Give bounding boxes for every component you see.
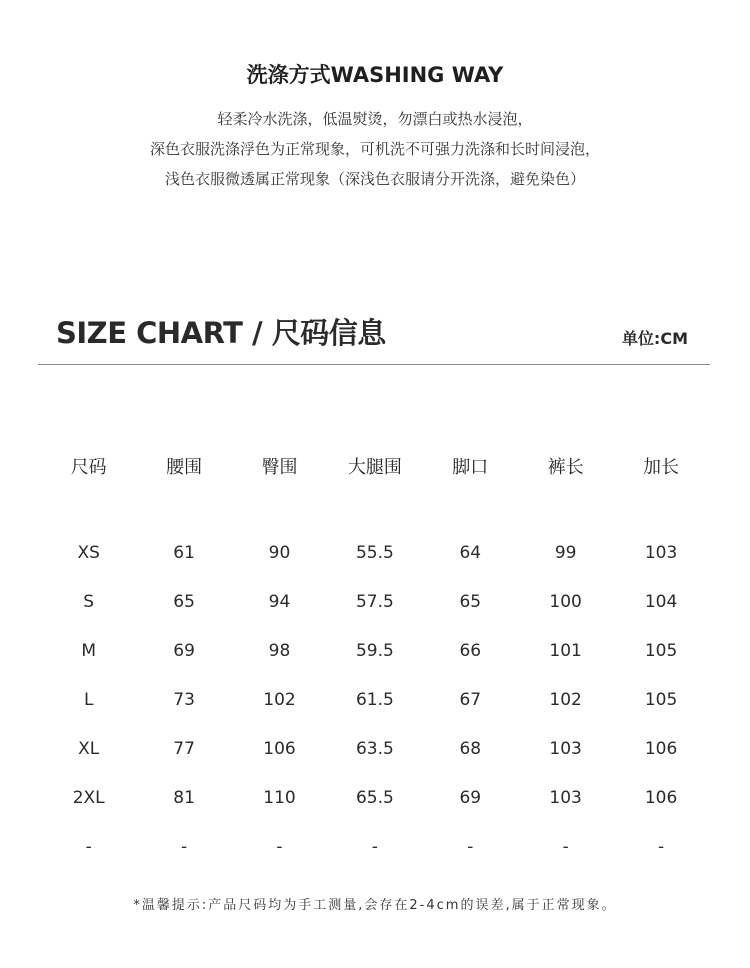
size-table [41, 440, 709, 871]
table-cell: 65 [459, 591, 482, 612]
table-cell: 99 [554, 542, 577, 563]
washing-line: 深色衣服洗涤浮色为正常现象，可机洗不可强力洗涤和长时间浸泡， [149, 140, 600, 158]
table-cell: - [467, 836, 474, 857]
table-cell: 67 [459, 689, 482, 710]
footnote: *温馨提示:产品尺码均为手工测量,会存在2-4cm的误差,属于正常现象。 [133, 898, 617, 913]
table-row [41, 626, 709, 675]
table-cell: 100 [549, 591, 582, 612]
table-cell: 77 [173, 738, 195, 759]
table-cell: 103 [549, 787, 582, 808]
table-row [41, 577, 709, 626]
column-header: 臀围 [261, 457, 298, 478]
table-cell: 61 [173, 542, 195, 563]
size-chart-unit: 单位:CM [621, 329, 688, 348]
table-row [41, 724, 709, 773]
table-cell: XL [78, 738, 100, 759]
table-row [41, 675, 709, 724]
table-cell: 69 [173, 640, 195, 661]
table-cell: L [83, 689, 94, 710]
table-cell: 98 [268, 640, 291, 661]
table-cell: 64 [459, 542, 482, 563]
table-cell: 103 [549, 738, 582, 759]
table-cell: 61.5 [355, 689, 394, 710]
column-header: 腰围 [166, 457, 203, 478]
table-cell: 2XL [72, 787, 105, 808]
table-cell: - [371, 836, 378, 857]
table-cell: 104 [644, 591, 678, 612]
table-cell: S [83, 591, 95, 612]
table-cell: XS [77, 542, 100, 563]
table-cell: 94 [268, 591, 291, 612]
washing-line: 轻柔冷水洗涤，低温熨烫，勿漂白或热水浸泡， [217, 110, 533, 128]
table-cell: 101 [549, 640, 582, 661]
table-cell: 102 [549, 689, 582, 710]
table-cell: - [85, 836, 92, 857]
column-header: 脚口 [452, 457, 489, 478]
washing-line: 浅色衣服微透属正常现象（深浅色衣服请分开洗涤，避免染色） [164, 170, 585, 188]
table-cell: 65.5 [355, 787, 394, 808]
table-cell: 105 [644, 689, 678, 710]
table-header-row [41, 440, 709, 492]
table-cell: 68 [459, 738, 482, 759]
table-cell: 55.5 [355, 542, 394, 563]
table-cell: 105 [644, 640, 678, 661]
table-cell: M [81, 640, 97, 661]
table-cell: 66 [459, 640, 482, 661]
table-cell: - [657, 836, 665, 857]
divider [38, 364, 710, 365]
table-cell: 59.5 [355, 640, 394, 661]
size-chart-header [56, 313, 688, 353]
table-cell: - [562, 836, 569, 857]
table-cell: 65 [173, 591, 195, 612]
table-cell: 102 [263, 689, 296, 710]
table-cell: 63.5 [355, 738, 394, 759]
table-cell: 106 [263, 738, 296, 759]
table-cell: - [181, 836, 188, 857]
table-cell: 73 [173, 689, 195, 710]
column-header: 尺码 [70, 457, 107, 478]
table-cell: 106 [644, 787, 678, 808]
table-row [41, 528, 709, 577]
column-header: 裤长 [547, 457, 584, 478]
table-cell: - [276, 836, 283, 857]
table-cell: 103 [644, 542, 678, 563]
table-cell: 57.5 [355, 591, 394, 612]
table-cell: 110 [263, 787, 296, 808]
table-cell: 90 [268, 542, 291, 563]
column-header: 大腿围 [347, 457, 402, 478]
table-row [41, 773, 709, 822]
size-chart-title: SIZE CHART / 尺码信息 [56, 316, 386, 350]
table-row [41, 822, 709, 871]
column-header: 加长 [643, 457, 680, 478]
table-cell: 106 [644, 738, 678, 759]
washing-title: 洗涤方式WASHING WAY [246, 63, 504, 87]
washing-section [0, 60, 750, 194]
table-cell: 81 [173, 787, 195, 808]
table-cell: 69 [459, 787, 482, 808]
